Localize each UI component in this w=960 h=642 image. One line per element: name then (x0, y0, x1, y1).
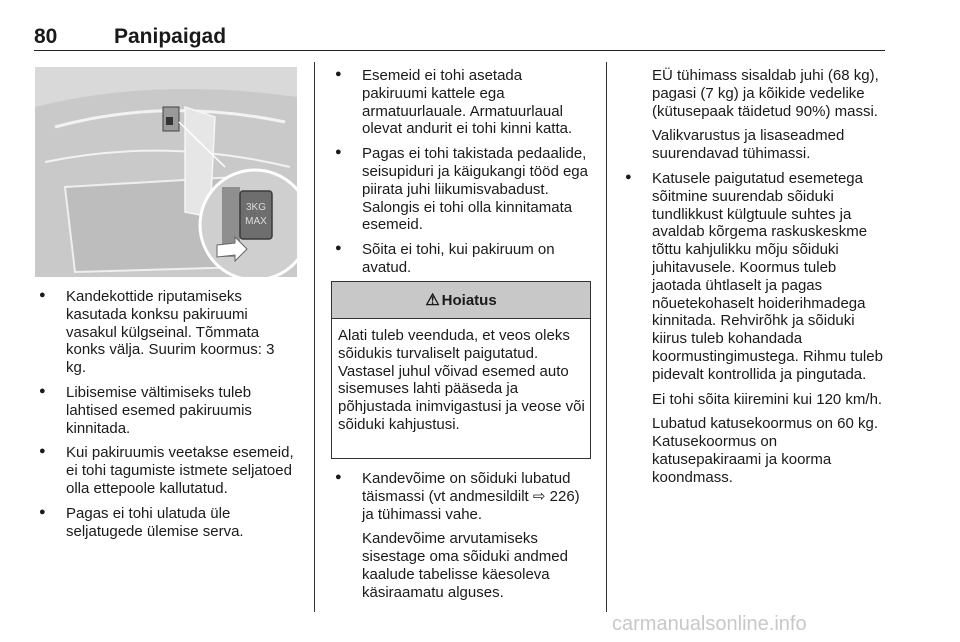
page-reference[interactable]: 226 (549, 487, 575, 505)
page-number: 80 (34, 25, 58, 48)
col2-bullet-list (331, 67, 591, 277)
column-2 (331, 67, 591, 284)
watermark: carmanualsonline.info (612, 613, 807, 635)
load-capacity-text-end: ) ja tühimassi vahe. (362, 487, 580, 523)
page-title: Panipaigad (114, 25, 227, 48)
col3-bullet-list (621, 170, 887, 487)
list-item: ● Pagas ei tohi takistada pedaalide, seisupiduri ja käigukangi tööd ega piirata juhi liikumisvabadust. Salongis ei tohi olla kinnitamata esemeid. (331, 145, 591, 234)
warning-triangle-icon: ⚠ (425, 292, 440, 309)
column-2-lower (331, 470, 591, 609)
column-divider (606, 62, 607, 612)
curb-weight-paragraph: EÜ tühimass sisaldab juhi (68 kg), pagasi (7 kg) ja kõikide vedelike (kütusepaak täidetud 90%) massi. (652, 67, 879, 120)
load-calc-paragraph: Kandevõime arvutamiseks sisestage oma sõiduki andmed kaalude tabelisse käesoleva käsiraamatu alguses. (362, 530, 568, 601)
col2-lower-list (331, 470, 591, 602)
load-capacity-paragraph (362, 470, 591, 523)
warning-title: Hoiatus (441, 291, 497, 309)
column-3 (621, 67, 887, 494)
cargo-hook-illustration (35, 67, 297, 277)
roof-load-limit-paragraph: Lubatud katusekoormus on 60 kg. Katusekoormus on katusepakiraami ja koorma koondmass. (652, 415, 878, 486)
list-item: ● Libisemise vältimiseks tuleb lahtised esemed pakiruumis kinnitada. (35, 384, 295, 437)
warning-box (331, 281, 591, 459)
cargo-hook-drawing (35, 67, 297, 277)
warning-header (332, 282, 590, 319)
column-1 (35, 288, 295, 547)
list-item: ● Kui pakiruumis veetakse esemeid, ei tohi tagumiste istmete seljatoed olla ettepoole kallutatud. (35, 444, 295, 497)
load-capacity-text: Kandevõime on sõiduki lubatud täismassi (vt andmesildilt (362, 470, 571, 505)
list-item (621, 170, 887, 487)
page-header (34, 26, 885, 51)
hook-label-max: MAX (245, 216, 267, 227)
hook-label-weight: 3KG (245, 202, 267, 213)
list-item: ● Pagas ei tohi ulatuda üle seljatugede ülemise serva. (35, 505, 295, 541)
list-item: ● Esemeid ei tohi asetada pakiruumi kattele ega armatuurlauale. Armatuurlaual olevat andurit ei tohi kinni katta. (331, 67, 591, 138)
roof-load-paragraph: ● Katusele paigutatud esemetega sõitmine suurendab sõiduki tundlikkust külgtuule suhtes ja avaldab kõrgema raskuskeskme tõttu kahjulikku mõju sõiduki juhitavusele. Koormus tuleb jaotada ühtlaselt ja pagas nõuetekohaselt hoiderihmadega kinnitada. Rehvirõhk ja sõiduki kiirus tuleb kohandada koormustingimustega. Rihmu tuleb pidevalt kontrollida ja pingutada. (652, 169, 883, 383)
col1-bullet-list (35, 288, 295, 540)
list-item: ● Sõita ei tohi, kui pakiruum on avatud. (331, 241, 591, 277)
page-reference-icon: ⇨ (532, 487, 546, 505)
column-divider (314, 62, 315, 612)
speed-limit-paragraph: Ei tohi sõita kiiremini kui 120 km/h. (652, 390, 883, 408)
list-item (331, 470, 591, 602)
list-item: ● Kandekottide riputamiseks kasutada konksu pakiruumi vasakul külgseinal. Tõmmata konks välja. Suurim koormus: 3 kg. (35, 288, 295, 377)
options-paragraph: Valikvarustus ja lisaseadmed suurendavad tühimassi. (652, 127, 845, 163)
warning-text: Alati tuleb veenduda, et veos oleks sõidukis turvaliselt paigutatud. Vastasel juhul võivad esemed auto sisemuses lahti pääseda ja põhjustada inimvigastusi ja veose või sõiduki kahjustusi. (338, 327, 585, 433)
